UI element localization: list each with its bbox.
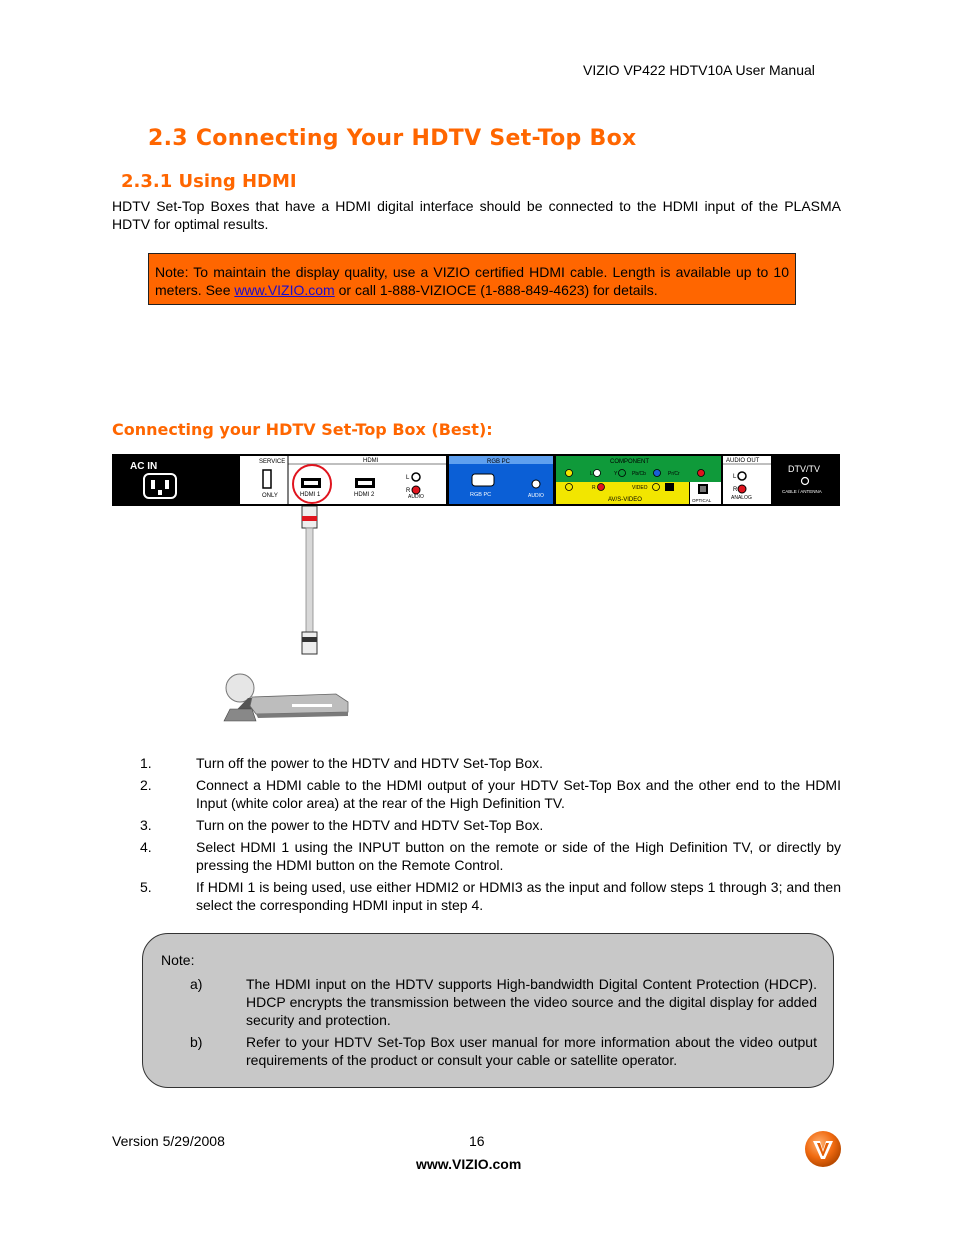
- step-text: Select HDMI 1 using the INPUT button on the remote or side of the High Definition TV, or directly by pressing the HDMI button on the Remote Control.: [196, 839, 841, 873]
- note-text: Refer to your HDTV Set-Top Box user manual for more information about the video output requirements of the product or consult your cable or satellite operator.: [246, 1034, 817, 1068]
- audio-out-label: AUDIO OUT: [726, 458, 760, 464]
- audio-l-label: L: [406, 475, 410, 481]
- list-item: [161, 975, 817, 1029]
- manual-header: VIZIO VP422 HDTV10A User Manual: [583, 62, 815, 78]
- hdmi-audio-label: AUDIO: [408, 494, 424, 500]
- footer-version: Version 5/29/2008: [112, 1133, 225, 1149]
- vizio-logo-icon: [804, 1130, 842, 1168]
- component-label: COMPONENT: [610, 459, 649, 465]
- list-item: [161, 1033, 817, 1069]
- vizio-link[interactable]: www.VIZIO.com: [234, 282, 335, 298]
- analog-label: ANALOG: [731, 495, 752, 501]
- step-number: 3.: [140, 817, 152, 833]
- rgb-audio-label: AUDIO: [528, 493, 544, 499]
- power-socket-icon: [144, 474, 176, 498]
- step-text: Turn off the power to the HDTV and HDTV Set-Top Box.: [196, 755, 544, 771]
- rgb-pc-port-label: RGB PC: [470, 492, 492, 498]
- vga-port-icon: [472, 474, 494, 486]
- step-text: Turn on the power to the HDTV and HDTV Set-Top Box.: [196, 817, 544, 833]
- hdmi1-label: HDMI 1: [300, 492, 321, 498]
- audio-r-jack-icon: [412, 486, 420, 494]
- audio-r-label: R: [406, 488, 411, 494]
- comp-y-label: Y: [614, 471, 618, 477]
- subsection-title: 2.3.1 Using HDMI: [121, 171, 297, 192]
- list-item: [112, 754, 841, 772]
- rear-panel-diagram: [112, 454, 840, 506]
- step-number: 4.: [140, 839, 152, 855]
- footer-website: www.VIZIO.com: [416, 1156, 522, 1172]
- list-item: [112, 776, 841, 812]
- step-number: 5.: [140, 879, 152, 895]
- page-number: 16: [469, 1133, 485, 1149]
- rgb-pc-group-label: RGB PC: [487, 459, 511, 465]
- hdmi2-label: HDMI 2: [354, 492, 375, 498]
- section-title: 2.3 Connecting Your HDTV Set-Top Box: [148, 126, 637, 151]
- step-text: If HDMI 1 is being used, use either HDMI2 or HDMI3 as the input and follow steps 1 through 3; and then select the corresponding HDMI input in step 4.: [196, 879, 841, 913]
- audio-out-l-jack-icon: [738, 472, 746, 480]
- audio-out-r-jack-icon: [738, 485, 746, 493]
- service-port-icon: [263, 470, 271, 488]
- pc-audio-jack-icon: [532, 480, 540, 488]
- note-text: The HDMI input on the HDTV supports High-bandwidth Digital Content Protection (HDCP). HDCP encrypts the transmission between the video source and the digital display for added security and protection.: [246, 976, 817, 1028]
- cable-note-text-a: Note: To maintain the display quality, use a VIZIO certified HDMI cable. Length is available up to 10 meters. See: [155, 264, 789, 298]
- step-text: Connect a HDMI cable to the HDMI output of your HDTV Set-Top Box and the other end to the HDMI Input (white color area) at the rear of the High Definition TV.: [196, 777, 841, 811]
- list-item: [112, 816, 841, 834]
- list-item: [112, 878, 841, 914]
- comp-pr-label: Pr/Cr: [668, 471, 680, 477]
- steps-list: [112, 754, 841, 918]
- step-number: 2.: [140, 777, 152, 793]
- cable-antenna-label: CABLE / ANTENNA: [782, 489, 822, 494]
- av-video-label: VIDEO: [632, 485, 648, 491]
- s-video-port-icon: [665, 483, 674, 491]
- intro-paragraph: HDTV Set-Top Boxes that have a HDMI digital interface should be connected to the HDMI input of the PLASMA HDTV for optimal results.: [112, 198, 841, 232]
- comp-l-label: L: [590, 471, 593, 477]
- audio-out-l-label: L: [733, 474, 737, 480]
- ac-in-label: AC IN: [130, 461, 158, 472]
- comp-pb-label: Pb/Cb: [632, 471, 646, 477]
- step-number: 1.: [140, 755, 152, 771]
- hdmi-cable: [306, 528, 313, 632]
- hdmi-cable-illustration: [210, 506, 360, 728]
- hdcp-note-box: [142, 933, 834, 1088]
- audio-out-r-label: R: [733, 487, 738, 493]
- diagram-title: Connecting your HDTV Set-Top Box (Best):: [112, 420, 493, 439]
- note-letter: b): [190, 1034, 203, 1050]
- set-top-box-icon: [224, 674, 348, 721]
- hdmi-plug-bottom-icon: [302, 632, 317, 654]
- service-label: SERVICE: [259, 459, 286, 465]
- avs-video-label: AV/S-VIDEO: [608, 497, 642, 503]
- dtv-tv-label: DTV/TV: [788, 464, 821, 474]
- av-r-label: R: [592, 485, 596, 491]
- hdcp-note-title: Note:: [161, 952, 195, 968]
- optical-label: OPTICAL: [692, 498, 712, 503]
- hdcp-note-list: [161, 975, 817, 1073]
- audio-l-jack-icon: [412, 473, 420, 481]
- hdmi-group-label: HDMI: [363, 458, 379, 464]
- note-letter: a): [190, 976, 203, 992]
- only-label: ONLY: [262, 493, 278, 499]
- list-item: [112, 838, 841, 874]
- cable-note-text-b: or call 1-888-VIZIOCE (1-888-849-4623) for details.: [334, 282, 658, 298]
- cable-note-box: [148, 253, 796, 305]
